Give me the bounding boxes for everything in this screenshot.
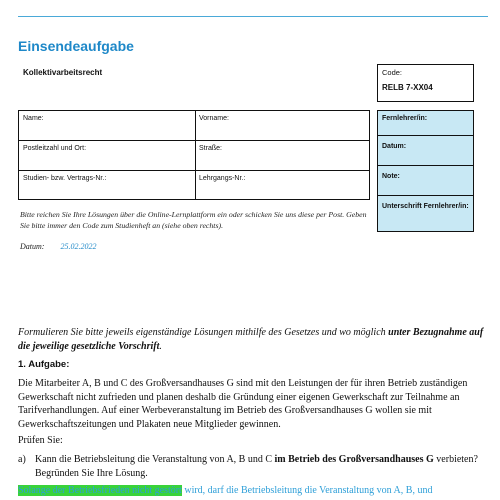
date-row [20,242,96,251]
panel-divider [378,135,473,136]
date-label: Datum: [20,242,45,251]
intro-text-before: Formulieren Sie bitte jeweils eigenständige Lösungen mithilfe des Gesetzes und wo möglich [18,327,389,338]
grade-label: Note: [382,173,400,180]
student-info-table [18,110,370,200]
street-field[interactable]: Straße: [199,145,222,152]
signature-label: Unterschrift Fernlehrer/in: [382,203,469,210]
student-contract-field[interactable]: Studien- bzw. Vertrags-Nr.: [23,175,107,182]
question-a-bold-text: im Betrieb des Großversandhauses G [274,454,434,465]
task-heading: 1. Aufgabe: [18,359,70,370]
pruefen-label: Prüfen Sie: [18,435,63,446]
subject-title: Kollektivarbeitsrecht [23,68,103,77]
table-divider [19,170,369,171]
answer-highlighted-text: Solange der Betriebsfrieden nicht gestört [18,485,182,496]
answer-text[interactable] [18,484,500,500]
table-divider [195,111,196,199]
review-date-label: Datum: [382,143,407,150]
code-value: RELB 7-XX04 [382,83,433,92]
question-a-text-after: verbieten? Begründen Sie Ihre Lösung. [35,454,478,479]
top-rule [18,16,488,17]
date-value: 25.02.2022 [60,242,97,251]
review-panel [377,110,474,232]
question-a-text [35,453,488,480]
course-number-field[interactable]: Lehrgangs-Nr.: [199,175,246,182]
code-label: Code: [382,68,403,77]
name-field[interactable]: Name: [23,115,44,122]
teacher-label: Fernlehrer/in: [382,115,428,122]
code-box [377,64,474,102]
question-a-text-before: Kann die Betriebsleitung die Veranstaltung von A, B und C [35,454,275,465]
answer-rest-text: wird, darf die Betriebsleitung die Veranstaltung von A, B, und [181,485,433,496]
submission-instruction: Bitte reichen Sie Ihre Lösungen über die Online-Lernplattform ein oder schicken Sie uns diese per Post. Geben Sie bitte immer den Code zum Studienheft an (siehe oben rechts). [20,210,367,230]
table-divider [19,140,369,141]
intro-text [18,326,488,354]
intro-text-after: . [159,341,162,352]
question-a-label: a) [18,454,26,465]
panel-divider [378,195,473,196]
task-body: Die Mitarbeiter A, B und C des Großversandhauses G sind mit den Leistungen der für ihren Betrieb zuständigen Gewerkschaft nicht zufrieden und planen deshalb die Gründung einer eigenen Gewerkschaft zur Teilnahme an Tarifverhandlungen. Auf einer Werbeveranstaltung im Betrieb des Großversandhauses G wollen sie mit Gewerkschaftszeitungen und Plakaten neue Mitglieder gewinnen. [18,378,468,430]
page-title: Einsendeaufgabe [18,38,134,54]
first-name-field[interactable]: Vorname: [199,115,229,122]
intro-bold-text: unter Bezugnahme auf die jeweilige gesetzliche Vorschrift [18,327,484,352]
postal-city-field[interactable]: Postleitzahl und Ort: [23,145,87,152]
panel-divider [378,165,473,166]
